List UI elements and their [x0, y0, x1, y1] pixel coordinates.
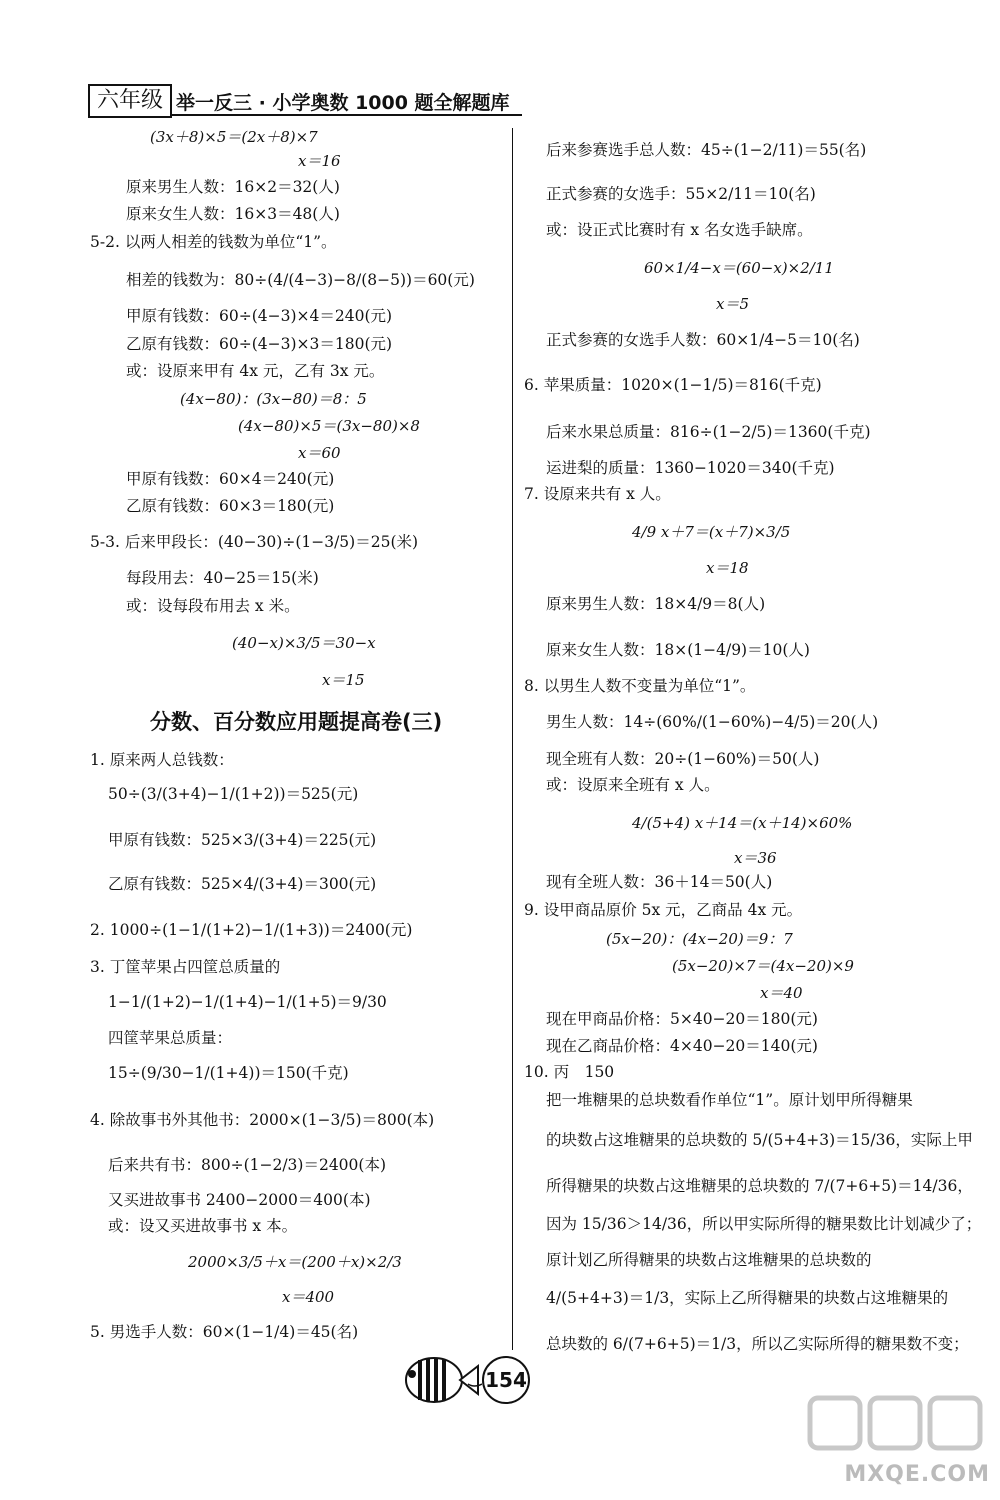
equation-line: (5x−20)：(4x−20)＝9：7	[606, 930, 793, 948]
equation-line: (4x−80)×5＝(3x−80)×8	[238, 417, 420, 435]
problem-heading: 5-2. 以两人相差的钱数为单位“1”。	[90, 233, 337, 251]
column-divider	[512, 128, 513, 1350]
problem-heading: 8. 以男生人数不变量为单位“1”。	[524, 677, 756, 695]
equation-line: 4/(5+4) x＋14＝(x＋14)×60%	[632, 814, 853, 832]
solution-line: 相差的钱数为：80÷(4/(4−3)−8/(8−5))＝60(元)	[126, 271, 475, 289]
book-series-title: 举一反三 · 小学奥数 1000 题全解题库	[176, 92, 510, 114]
paragraph-line: 所得糖果的块数占这堆糖果的总块数的 7/(7+6+5)＝14/36，	[546, 1177, 973, 1195]
solution-line: 或：设原来全班有 x 人。	[546, 776, 720, 794]
equation-line: x＝16	[298, 152, 341, 170]
solution-line: 后来共有书：800÷(1−2/3)＝2400(本)	[108, 1156, 387, 1174]
equation-line: x＝40	[760, 984, 803, 1002]
solution-line: 四筐苹果总质量：	[108, 1029, 233, 1047]
solution-line: 运进梨的质量：1360−1020＝340(千克)	[546, 459, 835, 477]
solution-line: 乙原有钱数：60×3＝180(元)	[126, 497, 335, 515]
problem-heading: 3. 丁筐苹果占四筐总质量的	[90, 958, 281, 976]
solution-line: 15÷(9/30−1/(1+4))＝150(千克)	[108, 1064, 349, 1082]
section-title: 分数、百分数应用题提高卷(三)	[150, 710, 443, 734]
equation-line: 60×1/4−x＝(60−x)×2/11	[644, 259, 834, 277]
solution-line: 50÷(3/(3+4)−1/(1+2))＝525(元)	[108, 785, 359, 803]
solution-line: 原来女生人数：16×3＝48(人)	[126, 205, 340, 223]
solution-line: 现有全班人数：36＋14＝50(人)	[546, 873, 773, 891]
paragraph-line: 原计划乙所得糖果的块数占这堆糖果的总块数的	[546, 1251, 872, 1269]
solution-line: 甲原有钱数：60÷(4−3)×4＝240(元)	[126, 307, 393, 325]
solution-line: 原来男生人数：16×2＝32(人)	[126, 178, 340, 196]
solution-line: 现在乙商品价格：4×40−20＝140(元)	[546, 1037, 818, 1055]
solution-line: 甲原有钱数：525×3/(3+4)＝225(元)	[108, 831, 377, 849]
solution-line: 原来男生人数：18×4/9＝8(人)	[546, 595, 766, 613]
equation-line: 4/9 x＋7＝(x＋7)×3/5	[632, 523, 791, 541]
equation-line: 2000×3/5＋x＝(200＋x)×2/3	[188, 1253, 402, 1271]
solution-line: 现全班有人数：20÷(1−60%)＝50(人)	[546, 750, 820, 768]
equation-line: x＝400	[282, 1288, 335, 1306]
solution-line: 后来水果总质量：816÷(1−2/5)＝1360(千克)	[546, 423, 871, 441]
paragraph-line: 因为 15/36＞14/36，所以甲实际所得的糖果数比计划减少了；	[546, 1215, 982, 1233]
paragraph-line: 把一堆糖果的总块数看作单位“1”。原计划甲所得糖果	[546, 1091, 913, 1109]
paragraph-line: 的块数占这堆糖果的总块数的 5/(5+4+3)＝15/36，实际上甲	[546, 1131, 973, 1149]
solution-line: 男生人数：14÷(60%/(1−60%)−4/5)＝20(人)	[546, 713, 879, 731]
problem-heading: 4. 除故事书外其他书：2000×(1−3/5)＝800(本)	[90, 1111, 435, 1129]
paragraph-line: 4/(5+4+3)＝1/3，实际上乙所得糖果的块数占这堆糖果的	[546, 1289, 949, 1307]
solution-line: 或：设每段布用去 x 米。	[126, 597, 300, 615]
solution-line: 现在甲商品价格：5×40−20＝180(元)	[546, 1010, 818, 1028]
solution-line: 或：设又买进故事书 x 本。	[108, 1217, 298, 1235]
equation-line: (40−x)×3/5＝30−x	[232, 634, 376, 652]
fish-mascot-icon	[398, 1350, 482, 1410]
solution-line: 每段用去：40−25＝15(米)	[126, 569, 319, 587]
solution-line: 乙原有钱数：60÷(4−3)×3＝180(元)	[126, 335, 393, 353]
equation-line: x＝18	[706, 559, 749, 577]
solution-line: 正式参赛的女选手人数：60×1/4−5＝10(名)	[546, 331, 860, 349]
equation-line: x＝36	[734, 849, 777, 867]
equation-line: x＝60	[298, 444, 341, 462]
problem-heading: 10. 丙 150	[524, 1063, 615, 1081]
page-number: 154	[482, 1356, 530, 1404]
header-rule	[172, 114, 522, 116]
problem-heading: 7. 设原来共有 x 人。	[524, 485, 671, 503]
problem-heading: 1. 原来两人总钱数：	[90, 751, 234, 769]
solution-line: 甲原有钱数：60×4＝240(元)	[126, 470, 335, 488]
equation-line: (5x−20)×7＝(4x−20)×9	[672, 957, 854, 975]
grade-label: 六年级	[88, 84, 172, 118]
equation-line: x＝15	[322, 671, 365, 689]
solution-line: 或：设原来甲有 4x 元，乙有 3x 元。	[126, 362, 385, 380]
solution-line: 或：设正式比赛时有 x 名女选手缺席。	[546, 221, 813, 239]
solution-line: 正式参赛的女选手：55×2/11＝10(名)	[546, 185, 816, 203]
problem-heading: 9. 设甲商品原价 5x 元，乙商品 4x 元。	[524, 901, 803, 919]
problem-heading: 5. 男选手人数：60×(1−1/4)＝45(名)	[90, 1323, 359, 1341]
equation-line: (3x＋8)×5＝(2x＋8)×7	[150, 128, 318, 146]
watermark-text: MXQE.COM	[844, 1462, 990, 1487]
solution-line: 后来参赛选手总人数：45÷(1−2/11)＝55(名)	[546, 141, 867, 159]
problem-heading: 6. 苹果质量：1020×(1−1/5)＝816(千克)	[524, 376, 822, 394]
equation-line: x＝5	[716, 295, 750, 313]
solution-line: 原来女生人数：18×(1−4/9)＝10(人)	[546, 641, 810, 659]
equation-line: (4x−80)：(3x−80)＝8：5	[180, 390, 367, 408]
problem-heading: 5-3. 后来甲段长：(40−30)÷(1−3/5)＝25(米)	[90, 533, 419, 551]
problem-heading: 2. 1000÷(1−1/(1+2)−1/(1+3))＝2400(元)	[90, 921, 413, 939]
page-number-area	[398, 1350, 538, 1410]
solution-line: 乙原有钱数：525×4/(3+4)＝300(元)	[108, 875, 377, 893]
solution-line: 又买进故事书 2400−2000＝400(本)	[108, 1191, 371, 1209]
page-header	[88, 78, 520, 120]
paragraph-line: 总块数的 6/(7+6+5)＝1/3，所以乙实际所得的糖果数不变；	[546, 1335, 969, 1353]
solution-line: 1−1/(1+2)−1/(1+4)−1/(1+5)＝9/30	[108, 993, 387, 1011]
